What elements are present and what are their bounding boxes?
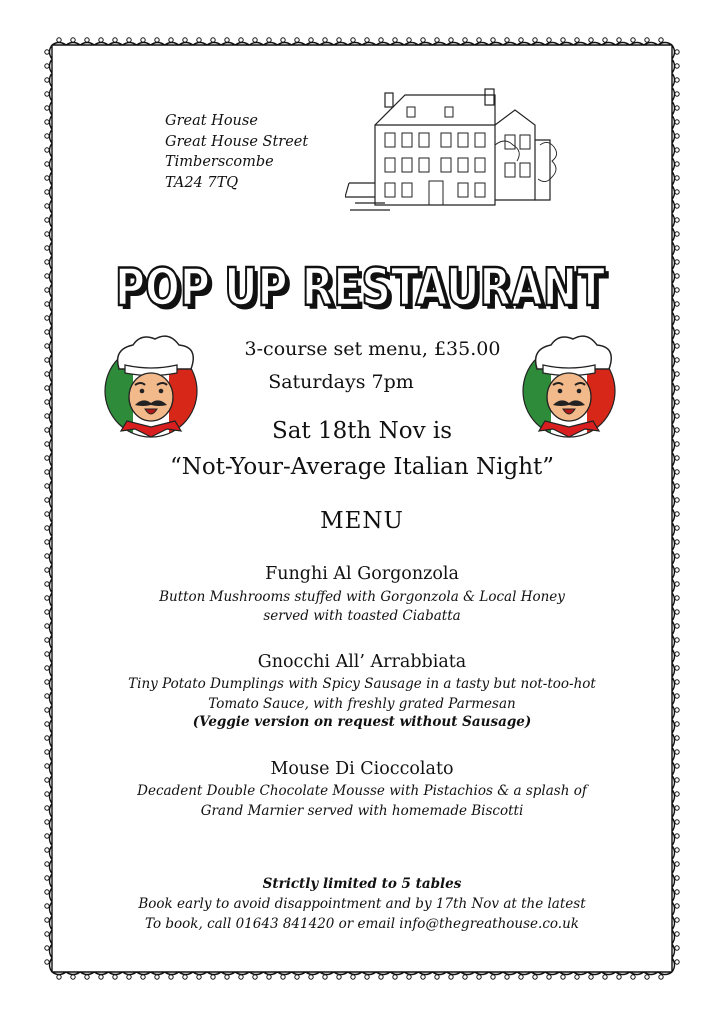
border-loop: [675, 638, 679, 642]
border-loop: [675, 120, 679, 124]
border-loop: [435, 975, 439, 979]
border-loop: [45, 120, 49, 124]
border-loop: [617, 38, 621, 42]
border-loop: [45, 246, 49, 250]
border-loop: [127, 975, 131, 979]
border-loop: [45, 862, 49, 866]
border-loop: [631, 38, 635, 42]
address-line: Great House Street: [165, 133, 309, 150]
border-loop: [435, 38, 439, 42]
table-limit-notice: Strictly limited to 5 tables: [262, 876, 462, 892]
border-loop: [561, 975, 565, 979]
border-loop: [675, 960, 679, 964]
border-loop: [675, 190, 679, 194]
border-loop: [351, 38, 355, 42]
border-loop: [477, 38, 481, 42]
border-loop: [675, 232, 679, 236]
border-loop: [45, 540, 49, 544]
address-line: TA24 7TQ: [165, 174, 239, 191]
border-loop: [253, 38, 257, 42]
border-loop: [225, 38, 229, 42]
border-loop: [675, 554, 679, 558]
border-loop: [45, 274, 49, 278]
border-loop: [155, 38, 159, 42]
border-loop: [239, 38, 243, 42]
border-loop: [281, 38, 285, 42]
border-loop: [589, 975, 593, 979]
border-loop: [45, 736, 49, 740]
border-loop: [505, 975, 509, 979]
border-loop: [337, 975, 341, 979]
border-loop: [45, 316, 49, 320]
dish-note: (Veggie version on request without Sausage): [192, 714, 532, 730]
border-loop: [603, 38, 607, 42]
border-loop: [45, 834, 49, 838]
border-loop: [675, 176, 679, 180]
border-loop: [491, 38, 495, 42]
border-loop: [45, 204, 49, 208]
border-loop: [225, 975, 229, 979]
border-loop: [505, 38, 509, 42]
border-loop: [45, 302, 49, 306]
border-loop: [393, 38, 397, 42]
border-loop: [603, 975, 607, 979]
border-loop: [675, 946, 679, 950]
border-loop: [675, 78, 679, 82]
border-loop: [533, 38, 537, 42]
address-line: Great House: [165, 113, 258, 129]
border-loop: [57, 975, 61, 979]
border-loop: [267, 975, 271, 979]
border-loop: [45, 484, 49, 488]
border-loop: [45, 554, 49, 558]
border-loop: [379, 38, 383, 42]
border-loop: [211, 38, 215, 42]
border-loop: [351, 975, 355, 979]
border-loop: [675, 148, 679, 152]
border-loop: [45, 260, 49, 264]
border-loop: [99, 38, 103, 42]
border-loop: [45, 218, 49, 222]
border-loop: [309, 975, 313, 979]
border-loop: [45, 946, 49, 950]
border-loop: [45, 288, 49, 292]
border-loop: [421, 38, 425, 42]
border-loop: [365, 975, 369, 979]
border-loop: [45, 638, 49, 642]
house-illustration: [345, 85, 585, 215]
border-loop: [45, 848, 49, 852]
border-loop: [675, 932, 679, 936]
border-loop: [617, 975, 621, 979]
border-loop: [281, 975, 285, 979]
dish-description: Decadent Double Chocolate Mousse with Pistachios & a splash of: [137, 783, 587, 799]
border-loop: [589, 38, 593, 42]
border-loop: [183, 38, 187, 42]
dish-name: Gnocchi All’ Arrabbiata: [257, 652, 467, 672]
border-loop: [675, 316, 679, 320]
border-loop: [337, 38, 341, 42]
pop-up-restaurant-title: [105, 245, 615, 330]
border-loop: [575, 975, 579, 979]
border-loop: [659, 38, 663, 42]
dish-description: served with toasted Ciabatta: [263, 608, 461, 624]
border-loop: [45, 134, 49, 138]
border-loop: [197, 975, 201, 979]
border-loop: [45, 932, 49, 936]
border-loop: [45, 750, 49, 754]
border-loop: [675, 750, 679, 754]
border-loop: [463, 38, 467, 42]
border-loop: [675, 64, 679, 68]
border-loop: [547, 975, 551, 979]
dish-description: Tomato Sauce, with freshly grated Parmesan: [208, 696, 516, 712]
border-loop: [477, 975, 481, 979]
border-loop: [45, 176, 49, 180]
border-loop: [45, 498, 49, 502]
border-loop: [675, 246, 679, 250]
border-loop: [675, 204, 679, 208]
border-loop: [155, 975, 159, 979]
border-loop: [519, 38, 523, 42]
border-loop: [45, 190, 49, 194]
border-loop: [267, 38, 271, 42]
event-name: “Not-Your-Average Italian Night”: [169, 454, 555, 480]
border-loop: [45, 92, 49, 96]
border-loop: [141, 975, 145, 979]
border-loop: [561, 38, 565, 42]
border-loop: [211, 975, 215, 979]
border-loop: [379, 975, 383, 979]
border-loop: [365, 38, 369, 42]
booking-contact: To book, call 01643 841420 or email info@thegreathouse.co.uk: [145, 916, 579, 932]
border-loop: [71, 38, 75, 42]
border-loop: [45, 330, 49, 334]
border-loop: [295, 38, 299, 42]
border-loop: [449, 38, 453, 42]
border-loop: [675, 484, 679, 488]
border-loop: [71, 975, 75, 979]
border-loop: [675, 498, 679, 502]
border-loop: [113, 975, 117, 979]
border-loop: [675, 260, 679, 264]
border-loop: [463, 975, 467, 979]
border-loop: [675, 302, 679, 306]
dish-name: Mouse Di Cioccolato: [270, 759, 454, 779]
border-loop: [85, 975, 89, 979]
border-loop: [239, 975, 243, 979]
border-loop: [675, 106, 679, 110]
border-loop: [675, 834, 679, 838]
border-loop: [407, 975, 411, 979]
menu-heading: MENU: [320, 508, 404, 534]
border-loop: [45, 400, 49, 404]
title-shadow: POP UP RESTAURANT: [119, 262, 610, 322]
border-loop: [45, 232, 49, 236]
border-loop: [675, 134, 679, 138]
border-loop: [197, 38, 201, 42]
dish-description: Button Mushrooms stuffed with Gorgonzola & Local Honey: [159, 589, 565, 605]
border-loop: [575, 38, 579, 42]
address-block: [165, 111, 308, 193]
border-loop: [675, 274, 679, 278]
border-loop: [45, 64, 49, 68]
border-loop: [127, 38, 131, 42]
event-date: Sat 18th Nov is: [271, 418, 453, 444]
border-loop: [631, 975, 635, 979]
border-loop: [675, 92, 679, 96]
border-loop: [675, 400, 679, 404]
schedule-text: Saturdays 7pm: [268, 371, 414, 393]
border-loop: [675, 540, 679, 544]
dish-description: Tiny Potato Dumplings with Spicy Sausage in a tasty but not-too-hot: [128, 676, 596, 692]
set-menu-price: 3-course set menu, £35.00: [244, 338, 501, 360]
border-loop: [45, 78, 49, 82]
border-loop: [659, 975, 663, 979]
border-loop: [675, 162, 679, 166]
booking-deadline: Book early to avoid disappointment and by 17th Nov at the latest: [138, 896, 586, 912]
border-loop: [169, 975, 173, 979]
border-loop: [421, 975, 425, 979]
border-loop: [113, 38, 117, 42]
border-loop: [675, 330, 679, 334]
dish-name: Funghi Al Gorgonzola: [265, 564, 459, 584]
border-loop: [45, 148, 49, 152]
border-loop: [675, 736, 679, 740]
border-loop: [519, 975, 523, 979]
border-loop: [45, 960, 49, 964]
border-loop: [57, 38, 61, 42]
border-loop: [253, 975, 257, 979]
title-text: POP UP RESTAURANT: [115, 258, 606, 318]
border-loop: [85, 38, 89, 42]
border-loop: [547, 38, 551, 42]
border-loop: [45, 106, 49, 110]
dish-description: Grand Marnier served with homemade Biscotti: [200, 803, 524, 819]
border-loop: [675, 288, 679, 292]
border-loop: [295, 975, 299, 979]
border-loop: [449, 975, 453, 979]
border-loop: [675, 848, 679, 852]
border-loop: [407, 38, 411, 42]
border-loop: [45, 50, 49, 54]
border-loop: [183, 975, 187, 979]
border-loop: [675, 218, 679, 222]
border-loop: [675, 50, 679, 54]
border-loop: [141, 38, 145, 42]
border-loop: [45, 162, 49, 166]
border-loop: [491, 975, 495, 979]
border-loop: [309, 38, 313, 42]
border-loop: [323, 975, 327, 979]
address-line: Timberscombe: [165, 154, 274, 170]
border-loop: [533, 975, 537, 979]
border-loop: [323, 38, 327, 42]
border-loop: [169, 38, 173, 42]
border-loop: [99, 975, 103, 979]
border-loop: [645, 38, 649, 42]
border-loop: [393, 975, 397, 979]
border-loop: [675, 862, 679, 866]
border-loop: [645, 975, 649, 979]
